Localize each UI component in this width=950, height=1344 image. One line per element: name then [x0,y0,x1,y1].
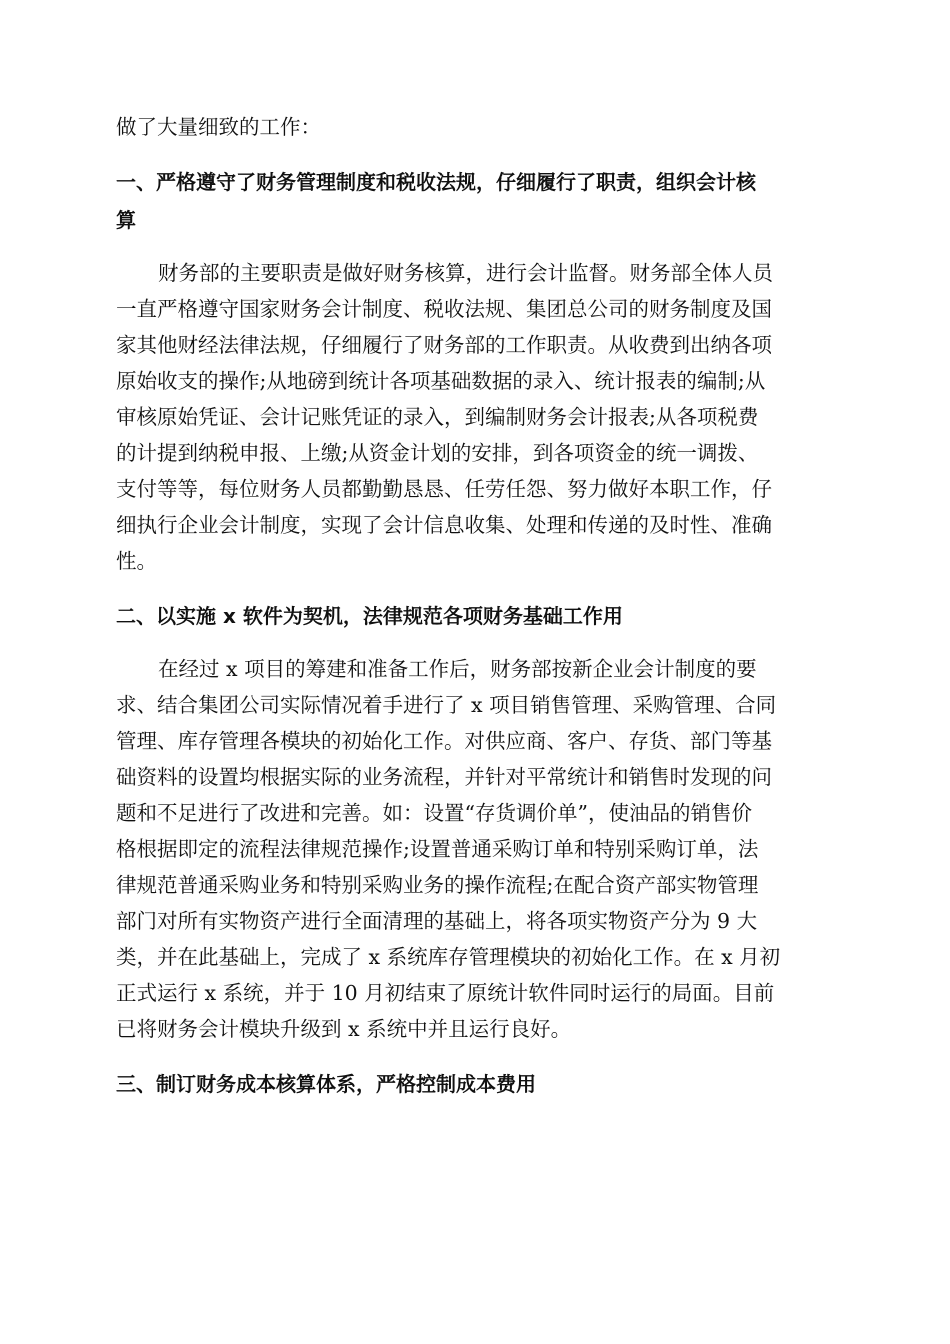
paragraph-line: 部门对所有实物资产进行全面清理的基础上，将各项实物资产分为 9 大 [116,909,758,933]
paragraph-line: 家其他财经法律法规，仔细履行了财务部的工作职责。从收费到出纳各项 [116,333,772,357]
paragraph-line: 础资料的设置均根据实际的业务流程，并针对平常统计和销售时发现的问 [116,765,772,789]
paragraph-line: 审核原始凭证、会计记账凭证的录入，到编制财务会计报表;从各项税费 [116,405,759,429]
section-heading-line: 二、以实施 x 软件为契机，法律规范各项财务基础工作用 [116,604,623,628]
paragraph-line: 类，并在此基础上，完成了 x 系统库存管理模块的初始化工作。在 x 月初 [116,945,781,969]
sections-container [116,163,838,1103]
section-heading-line: 一、严格遵守了财务管理制度和税收法规，仔细履行了职责，组织会计核 [116,170,756,194]
paragraph-line: 一直严格遵守国家财务会计制度、税收法规、集团总公司的财务制度及国 [116,297,772,321]
paragraph-line: 管理、库存管理各模块的初始化工作。对供应商、客户、存货、部门等基 [116,729,772,753]
paragraph-line: 正式运行 x 系统，并于 10 月初结束了原统计软件同时运行的局面。目前 [116,981,775,1005]
section-heading-line: 算 [116,208,136,232]
paragraph-line: 已将财务会计模块升级到 x 系统中并且运行良好。 [116,1017,572,1041]
section-heading [116,163,838,239]
paragraph-line: 律规范普通采购业务和特别采购业务的操作流程;在配合资产部实物管理 [116,873,759,897]
paragraph-line: 细执行企业会计制度，实现了会计信息收集、处理和传递的及时性、准确 [116,513,772,537]
paragraph-line: 题和不足进行了改进和完善。如：设置“存货调价单”，使油品的销售价 [116,801,752,825]
document-page [116,109,838,1119]
lead-text: 做了大量细致的工作： [116,115,321,139]
paragraph-line: 的计提到纳税申报、上缴;从资金计划的安排，到各项资金的统一调拨、 [116,441,759,465]
section-paragraph [116,651,838,1047]
paragraph-line: 财务部的主要职责是做好财务核算，进行会计监督。财务部全体人员 [158,261,773,285]
section-heading [116,597,838,635]
paragraph-line: 在经过 x 项目的筹建和准备工作后，财务部按新企业会计制度的要 [158,657,757,681]
section-heading-line: 三、制订财务成本核算体系，严格控制成本费用 [116,1072,536,1096]
section-paragraph [116,255,838,579]
paragraph-line: 性。 [116,549,157,573]
section-heading [116,1065,838,1103]
paragraph-line: 格根据即定的流程法律规范操作;设置普通采购订单和特别采购订单，法 [116,837,759,861]
paragraph-line: 原始收支的操作;从地磅到统计各项基础数据的录入、统计报表的编制;从 [116,369,766,393]
paragraph-line: 求、结合集团公司实际情况着手进行了 x 项目销售管理、采购管理、合同 [116,693,777,717]
paragraph-line: 支付等等，每位财务人员都勤勤恳恳、任劳任怨、努力做好本职工作，仔 [116,477,772,501]
